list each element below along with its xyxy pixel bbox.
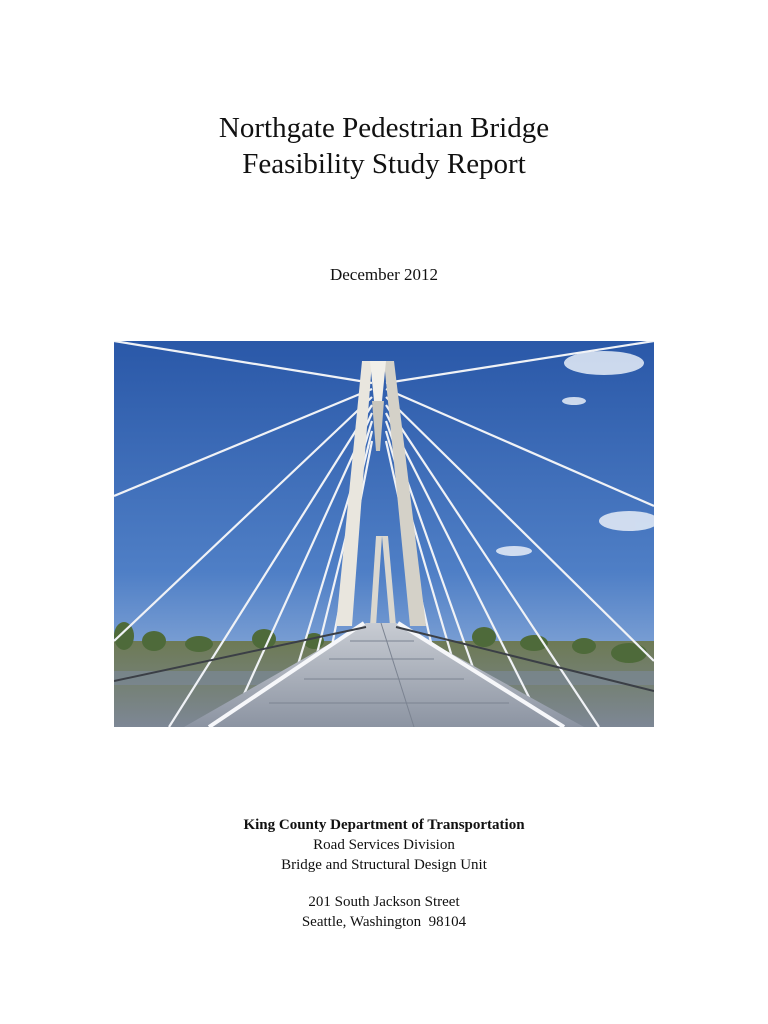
city-state-zip: Seattle, Washington 98104 (301, 914, 467, 930)
department-name: King County Department of Transportation (243, 817, 525, 833)
report-date: December 2012 (329, 265, 439, 284)
report-title-line-1: Northgate Pedestrian Bridge (218, 112, 550, 144)
bridge-photo (114, 341, 654, 727)
title-block (0, 110, 768, 182)
report-title-line-2: Feasibility Study Report (242, 148, 526, 180)
street-address: 201 South Jackson Street (308, 894, 460, 910)
organization-block (0, 815, 768, 875)
address-block (0, 892, 768, 932)
division-name: Road Services Division (313, 837, 455, 853)
unit-name: Bridge and Structural Design Unit (281, 857, 487, 873)
bridge-illustration (114, 341, 654, 727)
